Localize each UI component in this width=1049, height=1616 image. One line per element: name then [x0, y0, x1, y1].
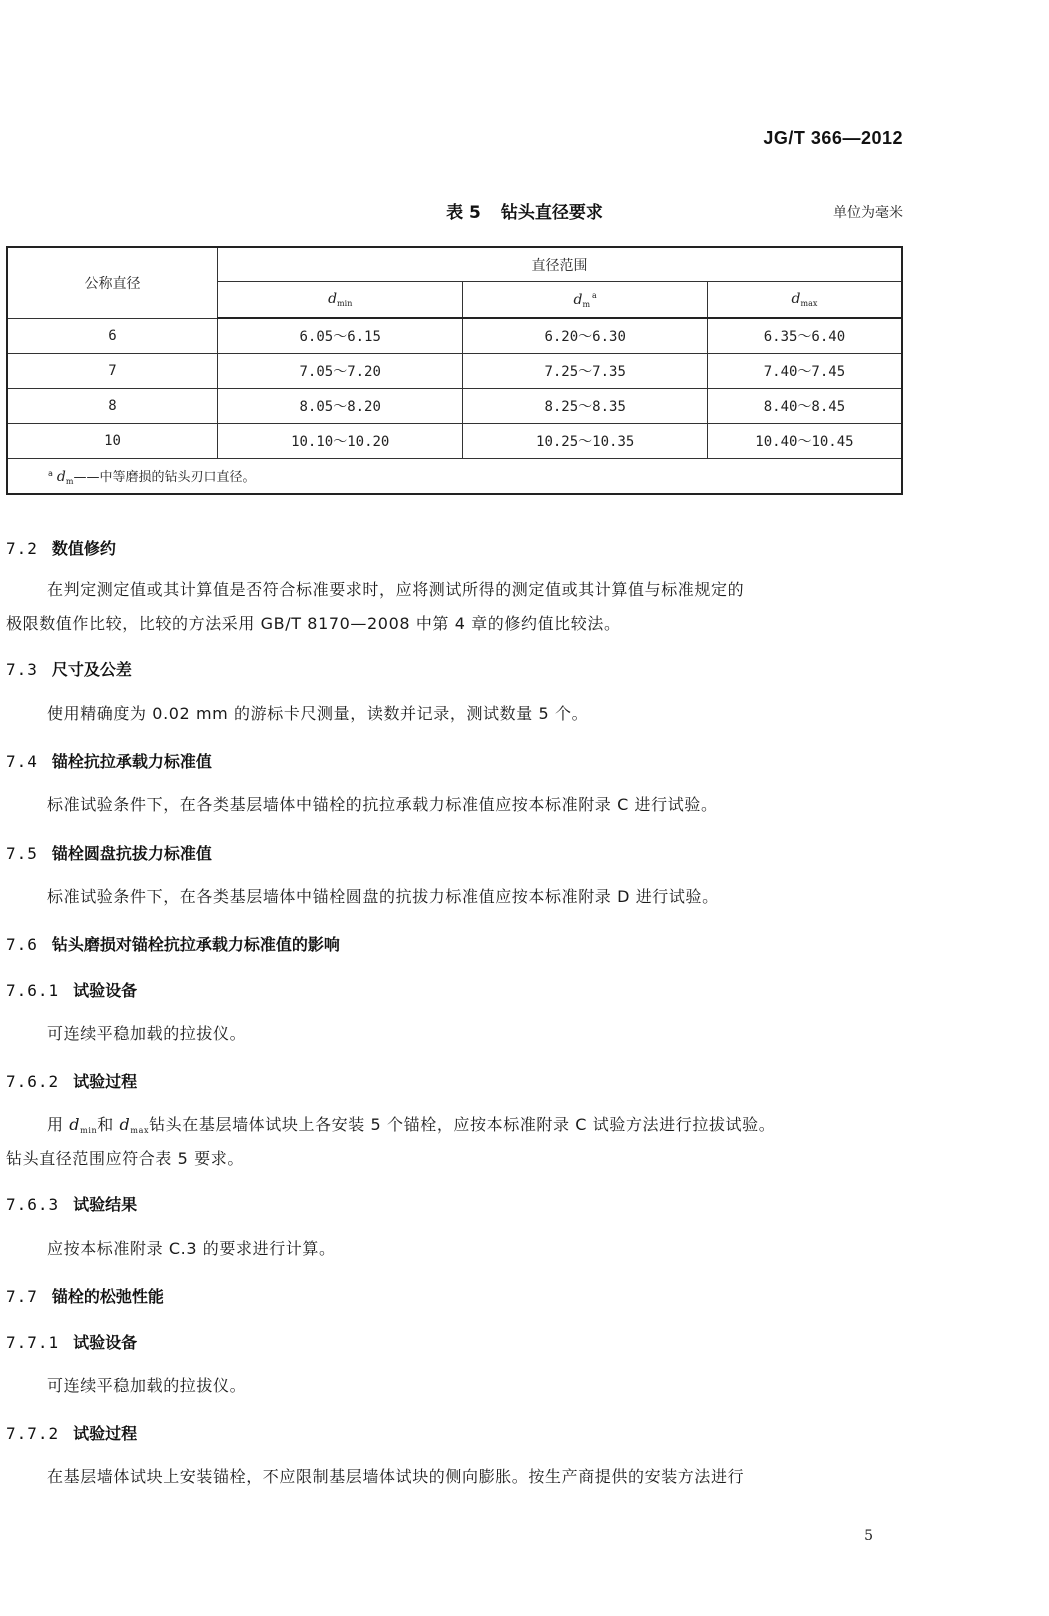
section-heading-7-6-1: 7.6.1 试验设备	[6, 981, 138, 1000]
section-heading-7-3: 7.3 尺寸及公差	[6, 660, 132, 679]
table-row	[7, 318, 902, 354]
header-dm: $d_m^a$	[463, 282, 707, 319]
cell-dm: 6.20～6.30	[463, 318, 707, 354]
paragraph-7-5: 标准试验条件下，在各类基层墙体中锚栓圆盘的抗拔力标准值应按本标准附录 D 进行试验。	[47, 887, 719, 906]
table-row	[7, 354, 902, 389]
header-nominal-diameter: 公称直径	[7, 247, 217, 318]
cell-dm: 10.25～10.35	[463, 424, 707, 459]
section-heading-7-6-3: 7.6.3 试验结果	[6, 1195, 138, 1214]
cell-dmin: 8.05～8.20	[217, 389, 462, 424]
section-heading-7-6-2: 7.6.2 试验过程	[6, 1072, 138, 1091]
section-heading-7-7-1: 7.7.1 试验设备	[6, 1333, 138, 1352]
paragraph-7-2-line2: 极限数值作比较，比较的方法采用 GB/T 8170—2008 中第 4 章的修约值比较法。	[6, 614, 621, 633]
cell-dmin: 6.05～6.15	[217, 318, 462, 354]
drill-diameter-table	[6, 246, 903, 495]
paragraph-7-7-1: 可连续平稳加载的拉拔仪。	[47, 1376, 247, 1395]
header-dmin: $d_{min}$	[217, 282, 462, 319]
paragraph-7-6-1: 可连续平稳加载的拉拔仪。	[47, 1024, 247, 1043]
table-footnote: $^a$ $d_m——$中等磨损的钻头刃口直径。	[7, 459, 902, 495]
section-heading-7-2: 7.2 数值修约	[6, 539, 116, 558]
paragraph-7-6-3: 应按本标准附录 C.3 的要求进行计算。	[47, 1239, 336, 1258]
page-number: 5	[864, 1528, 873, 1544]
cell-nominal: 8	[7, 389, 217, 424]
standard-code: JG/T 366—2012	[763, 128, 903, 148]
cell-dmax: 7.40～7.45	[707, 354, 902, 389]
section-heading-7-5: 7.5 锚栓圆盘抗拔力标准值	[6, 844, 212, 863]
cell-nominal: 6	[7, 318, 217, 354]
cell-dmax: 6.35～6.40	[707, 318, 902, 354]
header-dmax: $d_{max}$	[707, 282, 902, 319]
section-heading-7-7: 7.7 锚栓的松弛性能	[6, 1287, 164, 1306]
cell-nominal: 7	[7, 354, 217, 389]
cell-nominal: 10	[7, 424, 217, 459]
paragraph-7-2-line1: 在判定测定值或其计算值是否符合标准要求时，应将测试所得的测定值或其计算值与标准规定的	[47, 580, 745, 599]
paragraph-7-7-2: 在基层墙体试块上安装锚栓，不应限制基层墙体试块的侧向膨胀。按生产商提供的安装方法进行	[47, 1467, 745, 1486]
cell-dm: 8.25～8.35	[463, 389, 707, 424]
table-caption-number: 表 5	[446, 203, 481, 223]
paragraph-7-6-2-line1: 用 $d_{min}$和 $d_{max}$钻头在基层墙体试块上各安装 5 个锚栓，应按本标准附录 C 试验方法进行拉拔试验。	[47, 1115, 776, 1135]
section-heading-7-7-2: 7.7.2 试验过程	[6, 1424, 138, 1443]
section-heading-7-6: 7.6 钻头磨损对锚栓抗拉承载力标准值的影响	[6, 935, 340, 954]
paragraph-7-4: 标准试验条件下，在各类基层墙体中锚栓的抗拉承载力标准值应按本标准附录 C 进行试验。	[47, 795, 718, 814]
table-caption-title: 钻头直径要求	[500, 203, 603, 223]
section-heading-7-4: 7.4 锚栓抗拉承载力标准值	[6, 752, 212, 771]
paragraph-7-6-2-line2: 钻头直径范围应符合表 5 要求。	[6, 1149, 244, 1168]
table-unit: 单位为毫米	[833, 205, 903, 221]
table-row	[7, 424, 902, 459]
cell-dmax: 10.40～10.45	[707, 424, 902, 459]
paragraph-7-3: 使用精确度为 0.02 mm 的游标卡尺测量，读数并记录，测试数量 5 个。	[47, 704, 589, 723]
cell-dmin: 10.10～10.20	[217, 424, 462, 459]
header-diameter-range: 直径范围	[217, 247, 902, 282]
table-row	[7, 389, 902, 424]
cell-dmax: 8.40～8.45	[707, 389, 902, 424]
cell-dm: 7.25～7.35	[463, 354, 707, 389]
cell-dmin: 7.05～7.20	[217, 354, 462, 389]
